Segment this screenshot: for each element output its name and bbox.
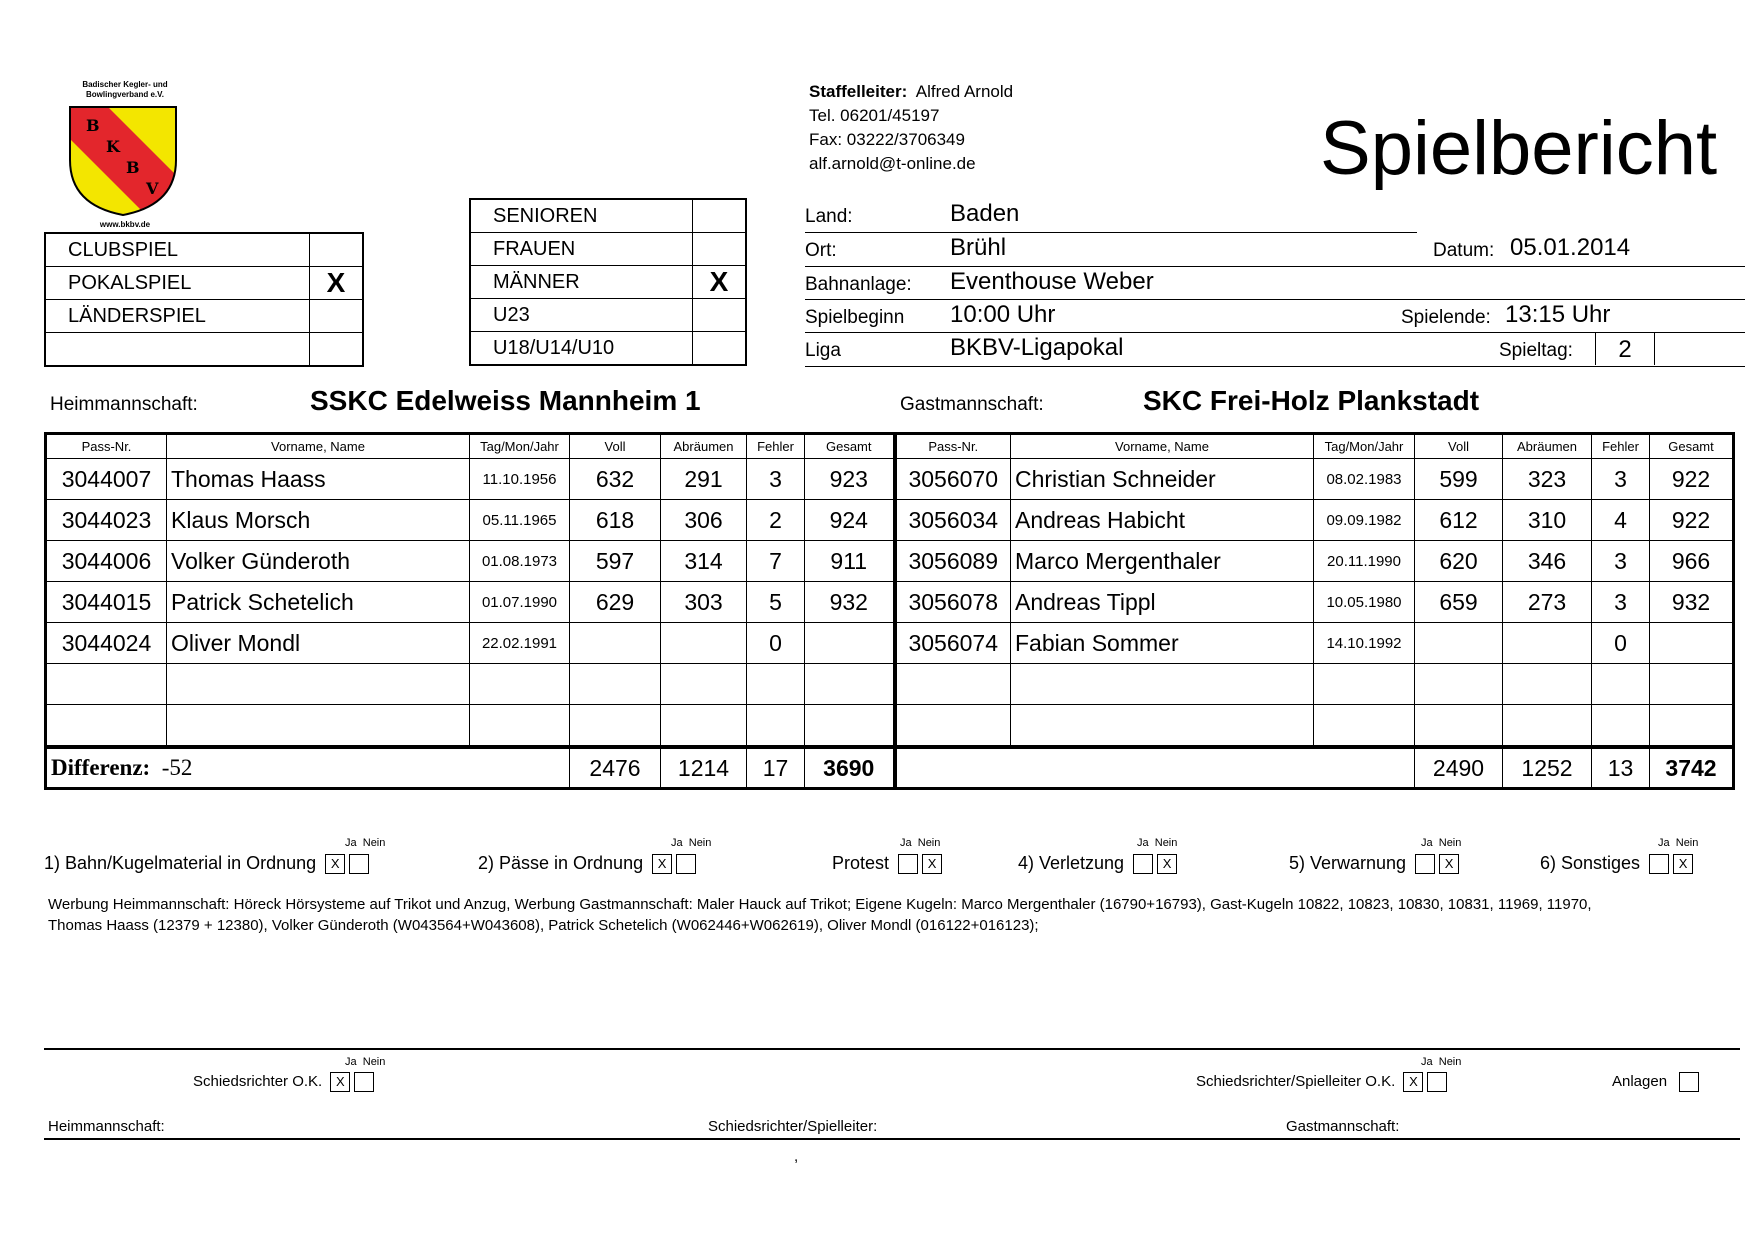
referee-leader-ok-nein-checkbox[interactable] bbox=[1427, 1072, 1447, 1092]
check-ja-checkbox[interactable] bbox=[898, 854, 918, 874]
yn-header: Ja Nein bbox=[1658, 837, 1699, 849]
guest-voll-cell bbox=[1415, 705, 1503, 748]
table-row bbox=[46, 705, 1734, 748]
info-ort bbox=[805, 232, 1745, 265]
difference-cell bbox=[46, 747, 570, 789]
remarks-line-2: Thomas Haass (12379 + 12380), Volker Günderoth (W043564+W043608), Patrick Schetelich (W062446+W062619), Oliver Mondl (016122+016123); bbox=[48, 917, 1039, 934]
check-item bbox=[478, 853, 696, 874]
home-date-cell bbox=[470, 664, 570, 705]
datum-value: 05.01.2014 bbox=[1510, 234, 1631, 261]
home-abr-cell: 314 bbox=[661, 541, 747, 582]
home-fehler-cell: 5 bbox=[747, 582, 805, 623]
home-date-cell: 01.07.1990 bbox=[470, 582, 570, 623]
category-label: SENIOREN bbox=[470, 199, 693, 233]
home-gesamt-cell: 923 bbox=[805, 459, 895, 500]
datum-label: Datum: bbox=[1433, 240, 1495, 261]
home-date-cell bbox=[470, 705, 570, 748]
guest-abr-cell bbox=[1503, 664, 1592, 705]
home-fehler-cell: 7 bbox=[747, 541, 805, 582]
home-voll-cell: 597 bbox=[570, 541, 661, 582]
guest-abr-cell: 310 bbox=[1503, 500, 1592, 541]
info-spielbeginn bbox=[805, 299, 1745, 332]
home-abr-cell bbox=[661, 623, 747, 664]
home-abr-cell: 291 bbox=[661, 459, 747, 500]
home-team-name: SSKC Edelweiss Mannheim 1 bbox=[310, 385, 701, 416]
check-label: 5) Verwarnung bbox=[1289, 853, 1407, 873]
home-fehler-cell: 3 bbox=[747, 459, 805, 500]
game-type-label: CLUBSPIEL bbox=[45, 233, 310, 267]
home-voll-cell bbox=[570, 705, 661, 748]
guest-date-cell: 08.02.1983 bbox=[1314, 459, 1415, 500]
home-abr-cell: 303 bbox=[661, 582, 747, 623]
logo-org-name: Badischer Kegler- und Bowlingverband e.V. bbox=[82, 80, 168, 99]
check-item bbox=[1289, 853, 1459, 874]
bahn-value: Eventhouse Weber bbox=[950, 268, 1154, 295]
game-type-checkbox[interactable] bbox=[310, 300, 364, 333]
liga-value: BKBV-Ligapokal bbox=[950, 334, 1124, 361]
contact-tel: Tel. 06201/45197 bbox=[809, 106, 940, 125]
home-gesamt-cell: 911 bbox=[805, 541, 895, 582]
check-item bbox=[1540, 853, 1693, 874]
home-name-cell: Thomas Haass bbox=[167, 459, 470, 500]
guest-name-cell: Christian Schneider bbox=[1011, 459, 1314, 500]
table-header-row bbox=[46, 434, 1734, 459]
logo-letter-v: V bbox=[146, 179, 159, 198]
ort-label: Ort: bbox=[805, 240, 837, 261]
category-table bbox=[469, 198, 747, 366]
game-type-checkbox[interactable]: X bbox=[310, 267, 364, 300]
check-label: 2) Pässe in Ordnung bbox=[478, 853, 644, 873]
guest-name-cell: Fabian Sommer bbox=[1011, 623, 1314, 664]
check-nein-checkbox[interactable] bbox=[349, 854, 369, 874]
yn-header: Ja Nein bbox=[1137, 837, 1178, 849]
yn-header: Ja Nein bbox=[900, 837, 941, 849]
spieltag-label: Spieltag: bbox=[1499, 340, 1573, 361]
guest-pass-cell: 3056089 bbox=[895, 541, 1011, 582]
table-row bbox=[46, 500, 1734, 541]
guest-date-cell bbox=[1314, 705, 1415, 748]
home-name-cell: Oliver Mondl bbox=[167, 623, 470, 664]
category-checkbox[interactable]: X bbox=[693, 266, 747, 299]
guest-date-cell: 09.09.1982 bbox=[1314, 500, 1415, 541]
guest-voll-cell: 599 bbox=[1415, 459, 1503, 500]
game-type-checkbox[interactable] bbox=[310, 233, 364, 267]
schiri-sl-yn-header: Ja Nein bbox=[1421, 1056, 1462, 1068]
check-nein-checkbox[interactable]: X bbox=[922, 854, 942, 874]
col-header: Tag/Mon/Jahr bbox=[1314, 434, 1415, 459]
home-name-cell: Patrick Schetelich bbox=[167, 582, 470, 623]
col-header: Tag/Mon/Jahr bbox=[470, 434, 570, 459]
check-nein-checkbox[interactable] bbox=[676, 854, 696, 874]
home-voll-cell: 629 bbox=[570, 582, 661, 623]
home-total-voll: 2476 bbox=[570, 747, 661, 789]
home-total-gesamt: 3690 bbox=[805, 747, 895, 789]
guest-abr-cell bbox=[1503, 705, 1592, 748]
guest-pass-cell: 3056070 bbox=[895, 459, 1011, 500]
game-type-checkbox[interactable] bbox=[310, 333, 364, 367]
col-header: Vorname, Name bbox=[167, 434, 470, 459]
totals-row bbox=[46, 747, 1734, 789]
category-label: MÄNNER bbox=[470, 266, 693, 299]
col-header: Fehler bbox=[1592, 434, 1650, 459]
home-fehler-cell bbox=[747, 664, 805, 705]
category-label: FRAUEN bbox=[470, 233, 693, 266]
home-abr-cell: 306 bbox=[661, 500, 747, 541]
home-fehler-cell: 2 bbox=[747, 500, 805, 541]
logo-letter-b1: B bbox=[86, 116, 100, 135]
check-label: 1) Bahn/Kugelmaterial in Ordnung bbox=[44, 853, 317, 873]
guest-total-fehler: 13 bbox=[1592, 747, 1650, 789]
guest-name-cell: Andreas Tippl bbox=[1011, 582, 1314, 623]
category-label: U18/U14/U10 bbox=[470, 332, 693, 366]
guest-voll-cell: 620 bbox=[1415, 541, 1503, 582]
guest-team-label: Gastmannschaft: bbox=[900, 394, 1044, 415]
land-label: Land: bbox=[805, 206, 853, 227]
guest-abr-cell bbox=[1503, 623, 1592, 664]
category-checkbox[interactable] bbox=[693, 199, 747, 233]
ende-label: Spielende: bbox=[1401, 307, 1491, 328]
home-pass-cell: 3044024 bbox=[46, 623, 167, 664]
contact-block bbox=[809, 80, 1013, 176]
check-ja-checkbox[interactable]: X bbox=[325, 854, 345, 874]
guest-pass-cell: 3056034 bbox=[895, 500, 1011, 541]
guest-abr-cell: 323 bbox=[1503, 459, 1592, 500]
table-row bbox=[46, 664, 1734, 705]
table-row bbox=[46, 582, 1734, 623]
check-item bbox=[1018, 853, 1177, 874]
difference-value: -52 bbox=[161, 755, 193, 780]
home-gesamt-cell: 932 bbox=[805, 582, 895, 623]
guest-fehler-cell: 3 bbox=[1592, 582, 1650, 623]
home-voll-cell: 632 bbox=[570, 459, 661, 500]
guest-fehler-cell: 0 bbox=[1592, 623, 1650, 664]
info-bahnanlage bbox=[805, 266, 1745, 299]
signature-home-label: Heimmannschaft: bbox=[48, 1118, 165, 1135]
logo-letter-b2: B bbox=[126, 158, 140, 177]
guest-gesamt-cell: 932 bbox=[1650, 582, 1734, 623]
attachments: Anlagen bbox=[1612, 1072, 1699, 1092]
attachments-checkbox[interactable] bbox=[1679, 1072, 1699, 1092]
home-pass-cell: 3044006 bbox=[46, 541, 167, 582]
signature-guest-label: Gastmannschaft: bbox=[1286, 1118, 1400, 1135]
guest-pass-cell bbox=[895, 664, 1011, 705]
home-voll-cell bbox=[570, 664, 661, 705]
home-gesamt-cell: 924 bbox=[805, 500, 895, 541]
contact-fax: Fax: 03222/3706349 bbox=[809, 130, 965, 149]
guest-total-gesamt: 3742 bbox=[1650, 747, 1734, 789]
schiri-yn-header: Ja Nein bbox=[345, 1056, 386, 1068]
home-pass-cell: 3044023 bbox=[46, 500, 167, 541]
ort-value: Brühl bbox=[950, 234, 1007, 261]
beginn-label: Spielbeginn bbox=[805, 307, 905, 328]
yn-header: Ja Nein bbox=[1421, 837, 1462, 849]
home-date-cell: 05.11.1965 bbox=[470, 500, 570, 541]
check-ja-checkbox[interactable] bbox=[1415, 854, 1435, 874]
guest-date-cell bbox=[1314, 664, 1415, 705]
table-row bbox=[46, 459, 1734, 500]
home-abr-cell bbox=[661, 664, 747, 705]
guest-date-cell: 10.05.1980 bbox=[1314, 582, 1415, 623]
guest-fehler-cell bbox=[1592, 705, 1650, 748]
col-header: Pass-Nr. bbox=[46, 434, 167, 459]
guest-pass-cell bbox=[895, 705, 1011, 748]
guest-total-abr: 1252 bbox=[1503, 747, 1592, 789]
guest-gesamt-cell bbox=[1650, 664, 1734, 705]
home-name-cell bbox=[167, 705, 470, 748]
yn-header: Ja Nein bbox=[345, 837, 386, 849]
home-fehler-cell bbox=[747, 705, 805, 748]
game-type-label: LÄNDERSPIEL bbox=[45, 300, 310, 333]
referee-ok-nein-checkbox[interactable] bbox=[354, 1072, 374, 1092]
home-gesamt-cell bbox=[805, 664, 895, 705]
home-gesamt-cell bbox=[805, 705, 895, 748]
category-label: U23 bbox=[470, 299, 693, 332]
guest-gesamt-cell: 922 bbox=[1650, 500, 1734, 541]
info-liga bbox=[805, 332, 1745, 365]
guest-voll-cell: 612 bbox=[1415, 500, 1503, 541]
home-pass-cell bbox=[46, 705, 167, 748]
home-abr-cell bbox=[661, 705, 747, 748]
col-header: Gesamt bbox=[1650, 434, 1734, 459]
footer-comma: , bbox=[794, 1148, 799, 1165]
remarks bbox=[48, 894, 1728, 936]
check-nein-checkbox[interactable]: X bbox=[1673, 854, 1693, 874]
guest-pass-cell: 3056074 bbox=[895, 623, 1011, 664]
signature-referee-label: Schiedsrichter/Spielleiter: bbox=[708, 1118, 878, 1135]
check-label: 6) Sonstiges bbox=[1540, 853, 1641, 873]
col-header: Voll bbox=[1415, 434, 1503, 459]
home-fehler-cell: 0 bbox=[747, 623, 805, 664]
liga-label: Liga bbox=[805, 340, 841, 361]
check-ja-checkbox[interactable]: X bbox=[652, 854, 672, 874]
difference-label: Differenz: bbox=[51, 755, 151, 780]
check-nein-checkbox[interactable]: X bbox=[1439, 854, 1459, 874]
check-ja-checkbox[interactable] bbox=[1133, 854, 1153, 874]
guest-fehler-cell: 3 bbox=[1592, 459, 1650, 500]
col-header: Pass-Nr. bbox=[895, 434, 1011, 459]
contact-label: Staffelleiter: bbox=[809, 82, 908, 101]
ende-value: 13:15 Uhr bbox=[1505, 301, 1611, 328]
col-header: Abräumen bbox=[1503, 434, 1592, 459]
referee-ok: Schiedsrichter O.K. X bbox=[193, 1072, 374, 1092]
home-date-cell: 01.08.1973 bbox=[470, 541, 570, 582]
home-name-cell: Klaus Morsch bbox=[167, 500, 470, 541]
guest-gesamt-cell bbox=[1650, 623, 1734, 664]
col-header: Gesamt bbox=[805, 434, 895, 459]
home-name-cell bbox=[167, 664, 470, 705]
guest-date-cell: 14.10.1992 bbox=[1314, 623, 1415, 664]
spieltag-value: 2 bbox=[1595, 332, 1655, 365]
logo-letter-k: K bbox=[106, 137, 120, 156]
guest-gesamt-cell bbox=[1650, 705, 1734, 748]
guest-gesamt-cell: 922 bbox=[1650, 459, 1734, 500]
category-checkbox[interactable] bbox=[693, 233, 747, 266]
bahn-label: Bahnanlage: bbox=[805, 274, 912, 295]
home-date-cell: 22.02.1991 bbox=[470, 623, 570, 664]
home-team-label: Heimmannschaft: bbox=[50, 394, 198, 415]
page-title: Spielbericht bbox=[1320, 106, 1718, 191]
guest-total-voll: 2490 bbox=[1415, 747, 1503, 789]
col-header: Fehler bbox=[747, 434, 805, 459]
guest-abr-cell: 346 bbox=[1503, 541, 1592, 582]
col-header: Voll bbox=[570, 434, 661, 459]
results-table bbox=[44, 432, 1735, 790]
home-voll-cell bbox=[570, 623, 661, 664]
guest-voll-cell bbox=[1415, 664, 1503, 705]
home-pass-cell: 3044007 bbox=[46, 459, 167, 500]
check-nein-checkbox[interactable]: X bbox=[1157, 854, 1177, 874]
guest-team-name: SKC Frei-Holz Plankstadt bbox=[1143, 385, 1480, 416]
contact-email: alf.arnold@t-online.de bbox=[809, 154, 976, 173]
guest-name-cell bbox=[1011, 664, 1314, 705]
table-row bbox=[46, 623, 1734, 664]
col-header: Vorname, Name bbox=[1011, 434, 1314, 459]
info-land bbox=[805, 198, 1405, 231]
guest-voll-cell: 659 bbox=[1415, 582, 1503, 623]
guest-abr-cell: 273 bbox=[1503, 582, 1592, 623]
game-type-label bbox=[45, 333, 310, 367]
yn-header: Ja Nein bbox=[671, 837, 712, 849]
referee-ok-ja-checkbox[interactable]: X bbox=[330, 1072, 350, 1092]
guest-total-spacer bbox=[895, 747, 1415, 789]
logo-url: www.bkbv.de bbox=[99, 220, 151, 229]
referee-leader-ok: Schiedsrichter/Spielleiter O.K. X bbox=[1196, 1072, 1447, 1092]
guest-fehler-cell: 4 bbox=[1592, 500, 1650, 541]
guest-name-cell: Andreas Habicht bbox=[1011, 500, 1314, 541]
contact-name: Alfred Arnold bbox=[915, 82, 1014, 101]
table-row bbox=[46, 541, 1734, 582]
check-ja-checkbox[interactable] bbox=[1649, 854, 1669, 874]
guest-name-cell bbox=[1011, 705, 1314, 748]
beginn-value: 10:00 Uhr bbox=[950, 301, 1056, 328]
guest-fehler-cell: 3 bbox=[1592, 541, 1650, 582]
home-pass-cell: 3044015 bbox=[46, 582, 167, 623]
check-item bbox=[832, 853, 942, 874]
guest-fehler-cell bbox=[1592, 664, 1650, 705]
guest-name-cell: Marco Mergenthaler bbox=[1011, 541, 1314, 582]
col-header: Abräumen bbox=[661, 434, 747, 459]
check-item bbox=[44, 853, 369, 874]
home-date-cell: 11.10.1956 bbox=[470, 459, 570, 500]
guest-voll-cell bbox=[1415, 623, 1503, 664]
home-total-fehler: 17 bbox=[747, 747, 805, 789]
referee-leader-ok-ja-checkbox[interactable]: X bbox=[1403, 1072, 1423, 1092]
guest-date-cell: 20.11.1990 bbox=[1314, 541, 1415, 582]
category-checkbox[interactable] bbox=[693, 332, 747, 366]
guest-gesamt-cell: 966 bbox=[1650, 541, 1734, 582]
home-pass-cell bbox=[46, 664, 167, 705]
home-name-cell: Volker Günderoth bbox=[167, 541, 470, 582]
game-type-table bbox=[44, 232, 364, 367]
remarks-line-1: Werbung Heimmannschaft: Höreck Hörsysteme auf Trikot und Anzug, Werbung Gastmannschaft: Maler Hauck auf Trikot; Eigene Kugeln: Marco Mergenthaler (16790+16793), Gast-Kugeln 10822, 10823, 10830, 10831, 11969, 11970, bbox=[48, 896, 1592, 913]
home-total-abr: 1214 bbox=[661, 747, 747, 789]
guest-pass-cell: 3056078 bbox=[895, 582, 1011, 623]
check-label: Protest bbox=[832, 853, 890, 873]
home-gesamt-cell bbox=[805, 623, 895, 664]
category-checkbox[interactable] bbox=[693, 299, 747, 332]
land-value: Baden bbox=[950, 200, 1020, 227]
game-type-label: POKALSPIEL bbox=[45, 267, 310, 300]
bkbv-shield-logo bbox=[68, 105, 178, 217]
check-label: 4) Verletzung bbox=[1018, 853, 1125, 873]
home-voll-cell: 618 bbox=[570, 500, 661, 541]
